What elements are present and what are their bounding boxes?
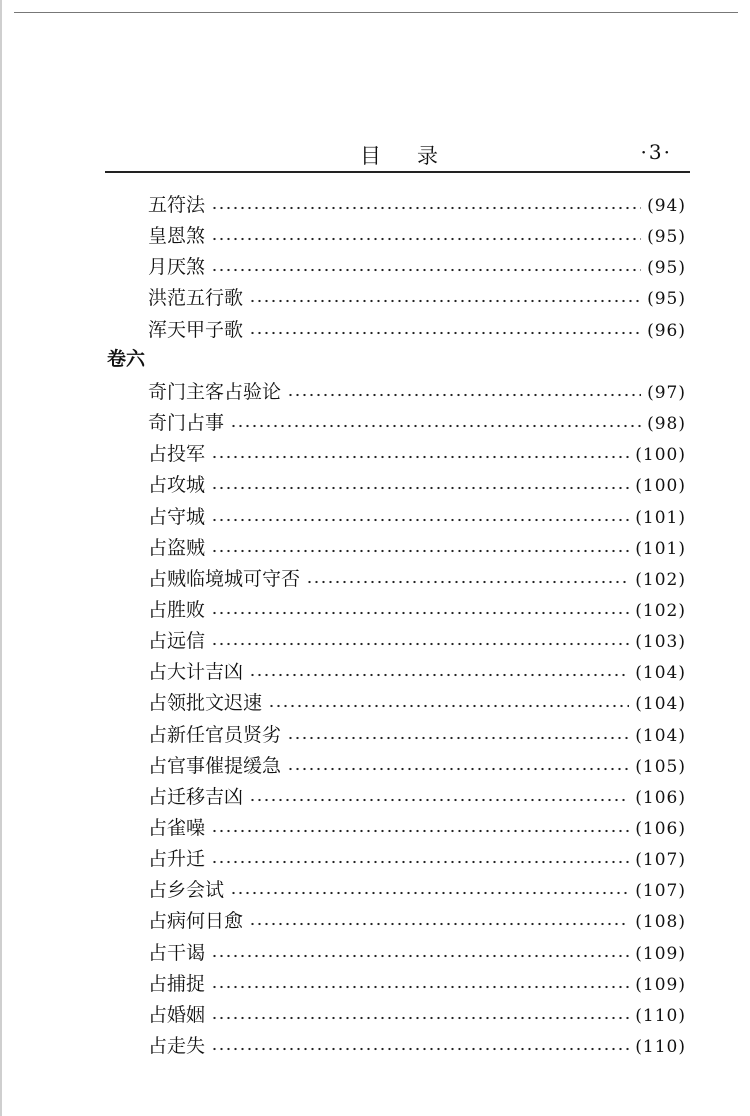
toc-entry-page: (97) <box>647 382 686 403</box>
dot-leader <box>230 891 629 895</box>
dot-leader <box>211 486 629 490</box>
toc-entry <box>148 315 686 345</box>
dot-leader <box>268 704 629 708</box>
toc-entry-page: (101) <box>635 507 686 528</box>
dot-leader <box>211 1016 629 1020</box>
toc-entry <box>148 969 686 999</box>
toc-entry <box>148 502 686 532</box>
toc-entry-title: 洪范五行歌 <box>148 287 244 310</box>
dot-leader <box>287 393 641 397</box>
toc-entry-title: 占领批文迟速 <box>148 692 263 715</box>
toc-entry <box>148 283 686 313</box>
toc-entry-title: 占走失 <box>148 1035 206 1058</box>
dot-leader <box>211 1047 629 1051</box>
toc-entry-page: (104) <box>635 663 686 684</box>
toc-entry-title: 月厌煞 <box>148 256 206 279</box>
toc-entry <box>148 377 686 407</box>
toc-entry-title: 占雀噪 <box>148 817 206 839</box>
dot-leader <box>249 673 629 677</box>
dot-leader <box>249 299 641 303</box>
toc-entry-page: (105) <box>635 756 686 777</box>
toc-entry-page: (95) <box>647 227 686 248</box>
section-heading: 卷六 <box>107 347 146 370</box>
toc-entry <box>148 720 686 750</box>
toc-entry <box>148 813 686 843</box>
toc-entry-title: 占乡会试 <box>148 879 225 902</box>
dot-leader <box>211 206 641 210</box>
toc-entry <box>148 533 686 563</box>
header-title-right: 录 <box>417 144 438 168</box>
dot-leader <box>211 985 629 989</box>
toc-entry-page: (95) <box>647 258 686 279</box>
toc-entry-page: (103) <box>635 632 686 653</box>
dot-leader <box>211 860 629 864</box>
header-title-left: 目 <box>360 144 381 168</box>
header-rule <box>105 171 690 173</box>
toc-entry <box>148 844 686 874</box>
dot-leader <box>287 736 629 740</box>
toc-entry-title: 奇门主客占验论 <box>148 380 282 403</box>
toc-entry-title: 占升迁 <box>148 848 206 871</box>
toc-entry <box>148 470 686 500</box>
toc-entry <box>148 938 686 968</box>
toc-entry-title: 占盗贼 <box>148 536 206 559</box>
toc-entry <box>148 626 686 656</box>
toc-entry-title: 占攻城 <box>148 474 206 497</box>
toc-entry-title: 五符法 <box>148 194 206 216</box>
toc-entry-title: 奇门占事 <box>148 412 225 435</box>
toc-entry-title: 占婚姻 <box>148 1003 206 1026</box>
page-header <box>105 140 690 170</box>
toc-entry-title: 皇恩煞 <box>148 225 206 248</box>
toc-entry-title: 占病何日愈 <box>148 910 244 933</box>
toc-entry-page: (106) <box>635 787 686 808</box>
toc-entry-title: 占官事催提缓急 <box>148 754 282 777</box>
top-rule <box>14 12 738 13</box>
toc-entry-title: 占迁移吉凶 <box>148 785 244 808</box>
toc-entry-page: (110) <box>635 1005 686 1026</box>
toc-entry-page: (104) <box>635 725 686 746</box>
toc-entry-title: 占新任官员贤劣 <box>148 723 282 746</box>
toc-entry <box>148 408 686 438</box>
toc-entry-page: (96) <box>647 320 686 341</box>
dot-leader <box>249 798 629 802</box>
dot-leader <box>211 518 629 522</box>
toc-entry-page: (107) <box>635 881 686 902</box>
toc-entry <box>148 595 686 625</box>
toc-entry-page: (110) <box>635 1037 686 1058</box>
toc-entry-page: (95) <box>647 289 686 310</box>
dot-leader <box>249 922 629 926</box>
dot-leader <box>211 455 629 459</box>
toc-entry-page: (101) <box>635 538 686 559</box>
toc-entry-page: (109) <box>635 943 686 964</box>
dot-leader <box>211 642 629 646</box>
toc-entry-title: 占大计吉凶 <box>148 661 244 684</box>
toc-entry-title: 浑天甲子歌 <box>148 318 244 341</box>
toc-entry-page: (100) <box>635 445 686 466</box>
dot-leader <box>211 611 629 615</box>
toc-entry-title: 占胜败 <box>148 598 206 621</box>
toc-entry-page: (94) <box>647 196 686 216</box>
dot-leader <box>211 954 629 958</box>
page-number: ·3· <box>640 140 672 164</box>
toc-entry-page: (107) <box>635 850 686 871</box>
toc-entry-title: 占守城 <box>148 505 206 528</box>
toc-entry-page: (106) <box>635 819 686 839</box>
toc-entry <box>148 688 686 718</box>
toc-entry-page: (98) <box>647 414 686 435</box>
toc-entry <box>148 252 686 282</box>
toc-entry-page: (108) <box>635 912 686 933</box>
scan-edge <box>0 0 2 1116</box>
dot-leader <box>211 829 629 833</box>
toc-entry <box>148 657 686 687</box>
toc-entry <box>148 221 686 251</box>
dot-leader <box>249 331 641 335</box>
toc-entry-title: 占投军 <box>148 443 206 466</box>
toc-entry <box>148 751 686 781</box>
toc-entry <box>148 1000 686 1030</box>
toc-entry-page: (100) <box>635 476 686 497</box>
toc-entry-title: 占远信 <box>148 630 206 653</box>
toc-entry <box>148 564 686 594</box>
toc-entry-page: (109) <box>635 974 686 995</box>
dot-leader <box>211 237 641 241</box>
toc-entry <box>148 906 686 936</box>
dot-leader <box>287 767 629 771</box>
toc-entry-page: (104) <box>635 694 686 715</box>
dot-leader <box>230 424 641 428</box>
toc-entry <box>148 190 686 220</box>
dot-leader <box>211 268 641 272</box>
toc-entry-page: (102) <box>635 569 686 590</box>
toc-entry-title: 占捕捉 <box>148 972 206 995</box>
toc-entry-title: 占干谒 <box>148 941 206 964</box>
dot-leader <box>211 549 629 553</box>
toc-entry <box>148 439 686 469</box>
toc-entry <box>148 1031 686 1061</box>
dot-leader <box>306 580 629 584</box>
toc-entry <box>148 782 686 812</box>
toc-entry-title: 占贼临境城可守否 <box>148 567 301 590</box>
toc-entry <box>148 875 686 905</box>
toc-entry-page: (102) <box>635 600 686 621</box>
